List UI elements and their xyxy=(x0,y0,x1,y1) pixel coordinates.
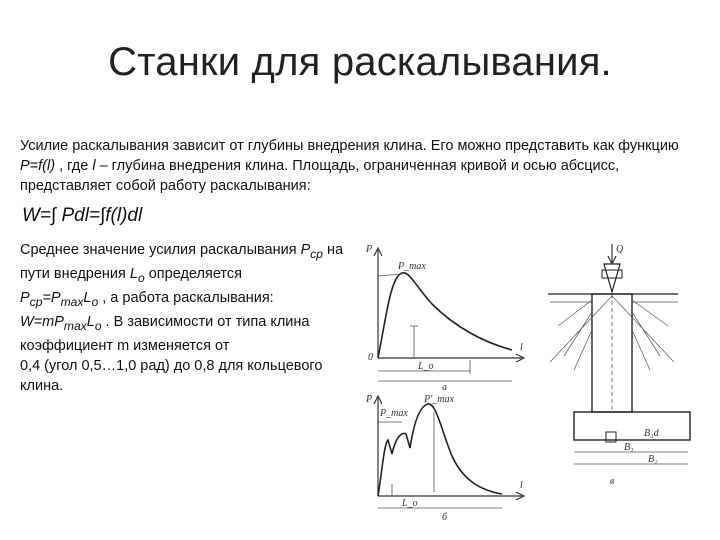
chart-b-caption: б xyxy=(442,512,448,522)
avg-formula-2: $W=mP_{max}L_o$ xyxy=(20,313,102,333)
avg-text-6: 0,4 (угол 0,5…1,0 рад) до 0,8 для кольцевого клина. xyxy=(20,357,323,394)
diagram-b2-label: B₂ xyxy=(648,454,658,465)
avg-pcp: $P_{cp}$ xyxy=(300,242,324,261)
chart-b-pmax2-label: P'_max xyxy=(424,394,454,405)
intro-text-3: – глубина внедрения клина. Площадь, ограниченная кривой и осью абсцисс, представляет собой работу раскалывания: xyxy=(20,158,620,194)
intro-variable: l xyxy=(92,158,96,174)
force-ray-lines xyxy=(550,296,678,370)
avg-text-5: . В зависимости от типа клина коэффициент m изменяется от xyxy=(20,313,310,354)
wedge-force-arrow xyxy=(608,244,616,264)
chart-b-dims xyxy=(378,412,502,508)
chart-a-dims xyxy=(378,274,512,381)
chart-a-pmax-label: P_max xyxy=(398,261,426,272)
intro-paragraph xyxy=(20,136,680,196)
chart-b-pmax-label: P_max xyxy=(380,408,408,419)
chart-b-l-label: l xyxy=(520,480,523,491)
chart-b-p-label: P xyxy=(366,394,373,405)
diagram-b1-label: B₁ xyxy=(624,442,634,453)
chart-a-caption: а xyxy=(442,382,447,390)
avg-lo: $L_o$ xyxy=(129,265,145,285)
chart-a-l-label: l xyxy=(520,342,523,353)
chart-a-lo-label: L_o xyxy=(418,361,434,372)
wedge-splitting-diagram xyxy=(528,240,708,490)
force-curve-chart-a xyxy=(362,238,532,390)
avg-text-1: Среднее значение усилия раскалывания xyxy=(20,242,301,258)
chart-a-curve xyxy=(378,273,512,358)
chart-b-lo-label: L_o xyxy=(402,498,418,509)
avg-formula-1: $P_{cp}=P_{max}L_o$ xyxy=(20,289,99,309)
chart-a-origin-label: 0 xyxy=(368,352,373,363)
avg-text-2: на пути внедрения xyxy=(20,242,344,282)
intro-text-2: , где xyxy=(55,158,93,174)
diagram-bd-label: B₃d xyxy=(644,428,659,439)
diagram-force-label: Q xyxy=(616,244,624,255)
support-table xyxy=(574,412,690,440)
base-dims xyxy=(574,452,688,464)
intro-text-1: Усилие раскалывания зависит от глубины внедрения клина. Его можно представить как функцию xyxy=(20,138,679,154)
slide-title: Станки для раскалывания. xyxy=(108,40,612,84)
work-formula: W=∫ Pdl=∫f(l)dl xyxy=(22,205,143,226)
diagram-caption: в xyxy=(610,476,615,487)
force-curve-chart-b xyxy=(362,392,532,522)
chart-a-p-label: P xyxy=(366,244,373,255)
average-force-paragraph xyxy=(20,240,365,396)
chart-a-axes xyxy=(374,248,524,362)
intro-function: P=f(l) xyxy=(20,158,56,174)
avg-text-4: , а работа раскалывания: xyxy=(98,289,274,306)
avg-text-3: определяется xyxy=(144,265,242,282)
